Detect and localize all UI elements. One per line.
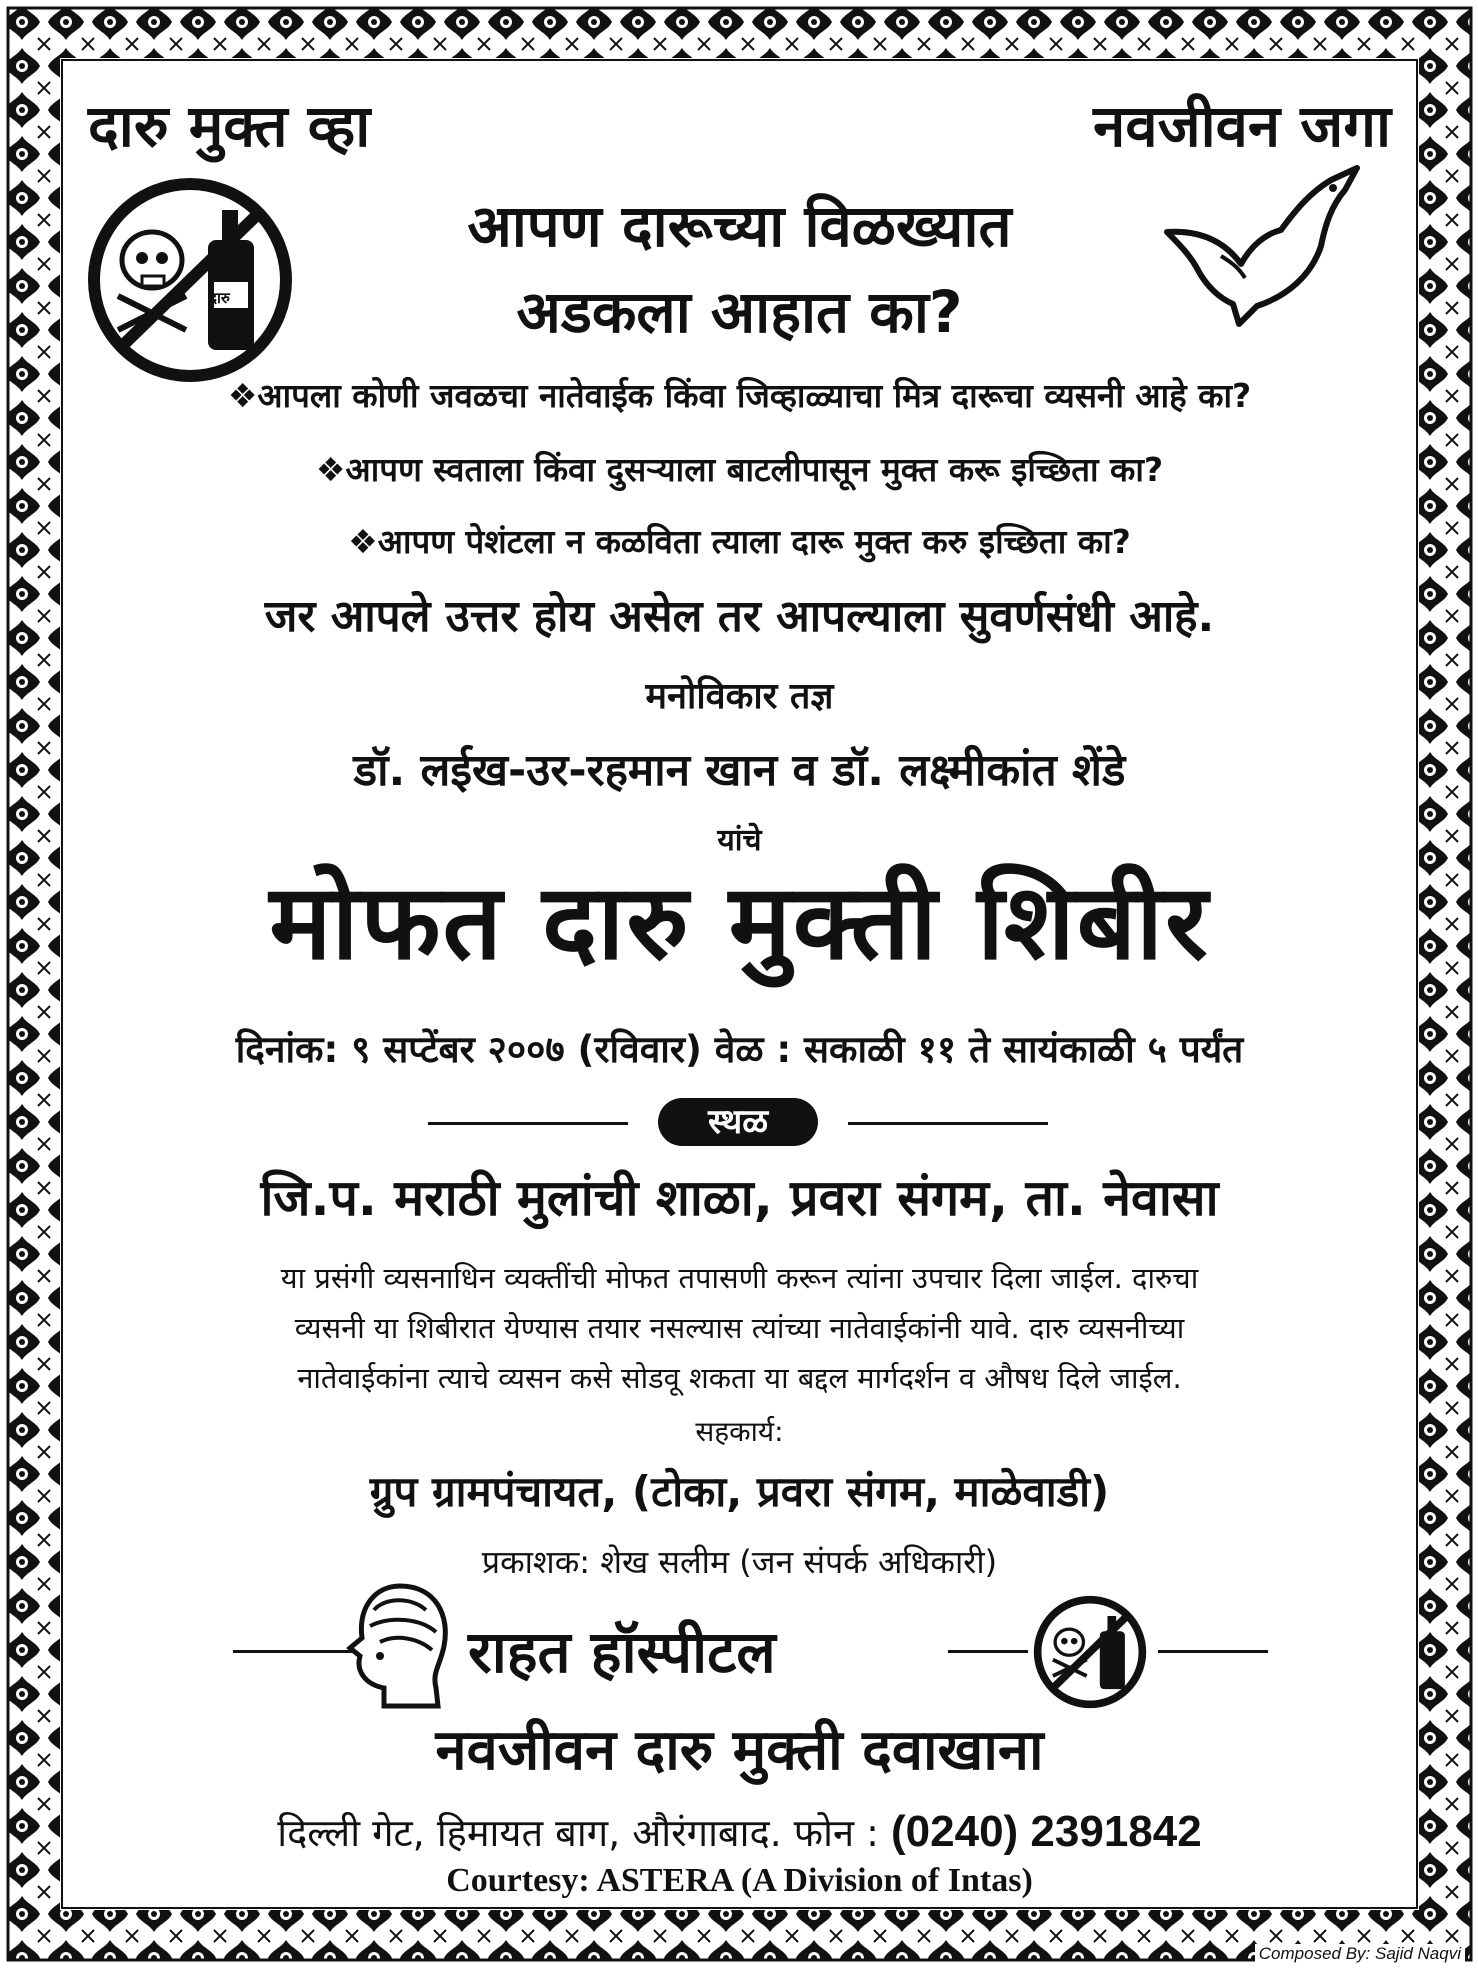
composed-by: Composed By: Sajid Naqvi [1255, 1944, 1465, 1964]
cooperation-label: सहकार्य: [695, 1415, 784, 1448]
hospital-rule-far-right [1158, 1650, 1268, 1653]
doctor-names: डॉ. लईख-उर-रहमान खान व डॉ. लक्ष्मीकांत शेंडे [353, 745, 1126, 796]
question-bullet-1: ❖आपला कोणी जवळचा नातेवाईक किंवा जिव्हाळ्याचा मित्र दारूचा व्यसनी आहे का? [227, 376, 1252, 415]
right-slogan: नवजीवन जगा [1093, 92, 1391, 160]
venue-label: स्थळ [658, 1098, 818, 1146]
poster-content [68, 62, 1411, 1898]
no-alcohol-small-icon [1030, 1592, 1150, 1712]
camp-title: मोफत दारु मुक्ती शिबीर [269, 861, 1210, 983]
phone-number: (0240) 2391842 [891, 1807, 1202, 1856]
description-line-1: या प्रसंगी व्यसनाधिन व्यक्तींची मोफत तपासणी करून त्यांना उपचार दिला जाईल. दारुचा [280, 1261, 1199, 1295]
question-bullet-2: ❖आपण स्वताला किंवा दुसऱ्याला बाटलीपासून मुक्त करू इच्छिता का? [315, 450, 1164, 489]
bottle-label: दारु [209, 289, 230, 307]
hospital-name: राहत हॉस्पीटल [468, 1618, 776, 1686]
their-label: यांचे [717, 823, 762, 858]
venue-rule-right [848, 1122, 1048, 1125]
question-line-1: आपण दारूच्या विळख्यात [467, 192, 1012, 260]
answer-line: जर आपले उत्तर होय असेल तर आपल्याला सुवर्णसंधी आहे. [264, 591, 1215, 642]
question-bullet-3: ❖आपण पेशंटला न कळविता त्याला दारू मुक्त करु इच्छिता का? [348, 522, 1131, 561]
date-time-line: दिनांक: ९ सप्टेंबर २००७ (रविवार) वेळ : सकाळी ११ ते सायंकाळी ५ पर्यंत [235, 1028, 1244, 1071]
cooperation: ग्रुप ग्रामपंचायत, (टोका, प्रवरा संगम, माळेवाडी) [369, 1467, 1110, 1516]
head-profile-icon [340, 1576, 460, 1716]
description-line-2: व्यसनी या शिबीरात येण्यास तयार नसल्यास त्यांच्या नातेवाईकांनी यावे. दारु व्यसनीच्या [294, 1311, 1185, 1345]
publisher: प्रकाशक: शेख सलीम (जन संपर्क अधिकारी) [481, 1543, 998, 1581]
clinic-name: नवजीवन दारु मुक्ती दवाखाना [435, 1718, 1044, 1783]
venue: जि.प. मराठी मुलांची शाळा, प्रवरा संगम, ता. नेवासा [260, 1169, 1219, 1227]
courtesy: Courtesy: ASTERA (A Division of Intas) [446, 1862, 1033, 1899]
left-slogan: दारु मुक्त व्हा [88, 92, 371, 160]
specialist-title: मनोविकार तज्ञ [645, 676, 834, 717]
address: दिल्ली गेट, हिमायत बाग, औरंगाबाद. फोन : [277, 1811, 891, 1855]
hospital-rule-right [948, 1650, 1028, 1653]
venue-rule-left [428, 1122, 628, 1125]
description-line-3: नातेवाईकांना त्याचे व्यसन कसे सोडवू शकता या बद्दल मार्गदर्शन व औषध दिले जाईल. [297, 1361, 1182, 1395]
address-line [68, 1806, 1411, 1858]
question-line-2: अडकला आहात का? [516, 278, 963, 346]
